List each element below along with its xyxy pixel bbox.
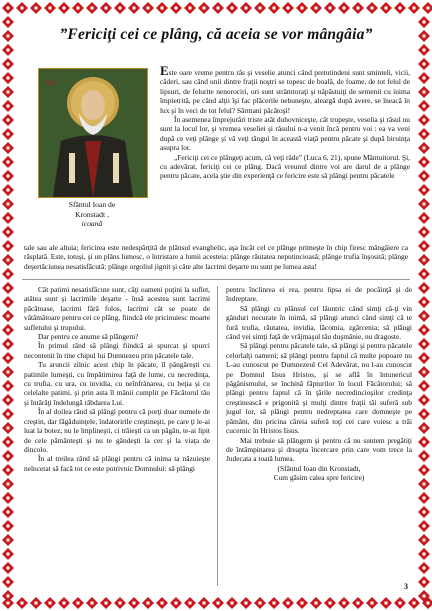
border-ornament bbox=[296, 2, 308, 14]
border-ornament bbox=[142, 597, 154, 609]
border-ornament bbox=[418, 240, 430, 252]
border-ornament bbox=[418, 366, 430, 378]
border-ornament bbox=[2, 380, 14, 392]
border-ornament bbox=[418, 394, 430, 406]
border-ornament bbox=[58, 2, 70, 14]
border-ornament bbox=[100, 2, 112, 14]
border-ornament bbox=[418, 44, 430, 56]
border-ornament bbox=[394, 597, 406, 609]
border-ornament bbox=[212, 597, 224, 609]
border-ornament bbox=[240, 2, 252, 14]
border-ornament bbox=[30, 597, 42, 609]
border-ornament bbox=[352, 2, 364, 14]
border-ornament bbox=[72, 2, 84, 14]
border-ornament bbox=[2, 184, 14, 196]
border-ornament bbox=[418, 310, 430, 322]
border-ornament bbox=[170, 2, 182, 14]
border-ornament bbox=[282, 597, 294, 609]
page-title: ”Fericiţi cei ce plâng, că aceia se vor mângâia” bbox=[59, 26, 373, 43]
border-ornament bbox=[418, 548, 430, 560]
border-ornament bbox=[2, 436, 14, 448]
border-ornament bbox=[418, 492, 430, 504]
border-ornament bbox=[254, 2, 266, 14]
intro-paragraph-2: În asemenea împrejurări triste atât duhovniceşte, cât trupeşte, veselia şi râsul nu sunt la locul lor, şi vremea veseliei şi râsului n-a venit încă pentru voi : ea va veni după ce veţi plânge şi vă veţi tângui în această viaţă pentru păcate şi după biruinţa asupra lor. bbox=[160, 115, 410, 153]
left-paragraph: În al doilea rând să plângi pentru că porţi doar numele de creştin, dar făgăduinţele, îndatoririle creştineşti, pe care ţi le-ai luat la botez, nu le împlineşti, ci trăieşti ca un păgân, te-ai lipit de cele pământeşti şi nu te gândeşti la cer şi la viaţa de dincolo. bbox=[24, 407, 210, 454]
border-ornament bbox=[2, 44, 14, 56]
right-paragraph: Mai trebuie să plângem şi pentru că nu suntem pregătiţi de întâmpinarea şi dreapta încercare prin care vom trece la Judecata a toată lumea. bbox=[226, 435, 412, 464]
drop-cap: E bbox=[160, 63, 169, 78]
border-ornament bbox=[2, 282, 14, 294]
left-paragraph: În al treilea rând să plângi pentru că inima ta năzuieşte neîncetat să facă tot ce este potrivnic Domnului: să plângi bbox=[24, 454, 210, 473]
border-ornament bbox=[198, 2, 210, 14]
border-ornament bbox=[2, 352, 14, 364]
border-ornament bbox=[2, 296, 14, 308]
border-ornament bbox=[198, 597, 210, 609]
border-ornament bbox=[2, 324, 14, 336]
left-paragraph: În primul rând să plângi fiindcă ai spurcat şi spurci necontenit în tine chipul lui Dumnezeu prin păcatele tale. bbox=[24, 341, 210, 360]
border-ornament bbox=[418, 198, 430, 210]
page-number: 3 bbox=[404, 582, 408, 591]
border-ornament bbox=[324, 597, 336, 609]
border-ornament bbox=[2, 506, 14, 518]
border-ornament bbox=[2, 72, 14, 84]
border-ornament bbox=[2, 198, 14, 210]
border-ornament bbox=[226, 2, 238, 14]
left-paragraph: Dar pentru ce anume să plângem? bbox=[38, 332, 139, 342]
border-ornament bbox=[296, 597, 308, 609]
border-ornament bbox=[418, 170, 430, 182]
right-paragraph: Să plângi pentru păcatele tale, să plângi şi pentru păcatele celorlalţi oameni; să plângi pentru faptul că multe popoare nu L-au cunoscut pe Dumnezeul Cel Adevărat, nu l-au cunoscut pe Domnul Iisus Hristos, şi se află în întunericul păgânismului, se închină făpturilor în locul Făcătorului; să plângi pentru faptul că în ţările necredincioşilor credinţa creştinească e prigonită şi mulţi dintre fraţii tăi suferă sub jugul lor, să plângi pentru nedreptatea care domneşte pe pământ, din pricina căreia suferă toţi cei care voiesc a trăi cucernic în Hristos Iisus. bbox=[226, 341, 412, 436]
left-column bbox=[24, 285, 210, 473]
right-paragraph: pentru înclinrea ei rea, pentru lipsa ei de pocăinţă şi de îndreptare. bbox=[226, 285, 412, 304]
border-ornament bbox=[418, 436, 430, 448]
border-ornament bbox=[418, 16, 430, 28]
signature-line: (Sfântul Ioan din Kronstadt, bbox=[277, 463, 361, 473]
border-ornament bbox=[2, 548, 14, 560]
border-ornament bbox=[2, 422, 14, 434]
border-ornament bbox=[2, 16, 14, 28]
border-ornament bbox=[2, 86, 14, 98]
border-ornament bbox=[418, 156, 430, 168]
page-content bbox=[20, 20, 412, 591]
border-ornament bbox=[418, 338, 430, 350]
intro-text bbox=[160, 63, 411, 181]
border-ornament bbox=[310, 2, 322, 14]
border-ornament bbox=[2, 520, 14, 532]
border-ornament bbox=[16, 597, 28, 609]
border-ornament bbox=[418, 268, 430, 280]
border-ornament bbox=[380, 2, 392, 14]
border-ornament bbox=[156, 597, 168, 609]
border-ornament bbox=[418, 478, 430, 490]
border-ornament bbox=[128, 597, 140, 609]
border-ornament bbox=[268, 2, 280, 14]
border-ornament bbox=[2, 128, 14, 140]
border-ornament bbox=[418, 100, 430, 112]
border-ornament bbox=[418, 30, 430, 42]
border-ornament bbox=[2, 58, 14, 70]
border-ornament bbox=[366, 2, 378, 14]
border-ornament bbox=[2, 576, 14, 588]
border-ornament bbox=[418, 534, 430, 546]
caption-italic: icoană bbox=[81, 219, 103, 229]
border-ornament bbox=[156, 2, 168, 14]
border-ornament bbox=[418, 296, 430, 308]
border-ornament bbox=[184, 2, 196, 14]
saint-icon-image bbox=[38, 68, 148, 198]
border-ornament bbox=[2, 30, 14, 42]
border-ornament bbox=[418, 352, 430, 364]
border-ornament bbox=[2, 464, 14, 476]
border-ornament bbox=[418, 464, 430, 476]
border-ornament bbox=[2, 114, 14, 126]
border-ornament bbox=[30, 2, 42, 14]
intro-paragraph-3: „Fericiţi cei ce plângeţi acum, că veţi râde” (Luca 6, 21), spune Mântuitorul. Şi, cu adevărat, fericiţi cei ce plâng. Dacă vreunul dintre voi are darul de a plânge pentru păcate, acela ştie din experienţă ce fericire este să plângi pentru păcatele bbox=[160, 152, 411, 181]
border-left bbox=[0, 0, 16, 611]
border-ornament bbox=[2, 562, 14, 574]
border-ornament bbox=[100, 597, 112, 609]
border-ornament bbox=[16, 2, 28, 14]
caption-line: Sfântul Ioan de bbox=[68, 200, 116, 209]
border-ornament bbox=[86, 597, 98, 609]
section-divider bbox=[22, 279, 410, 280]
border-ornament bbox=[240, 597, 252, 609]
border-ornament bbox=[418, 128, 430, 140]
border-ornament bbox=[418, 254, 430, 266]
border-ornament bbox=[72, 597, 84, 609]
border-right bbox=[416, 0, 432, 611]
border-ornament bbox=[2, 170, 14, 182]
border-ornament bbox=[184, 597, 196, 609]
border-ornament bbox=[170, 597, 182, 609]
intro-continuation bbox=[24, 243, 408, 271]
border-ornament bbox=[2, 492, 14, 504]
border-ornament bbox=[58, 597, 70, 609]
border-ornament bbox=[418, 114, 430, 126]
border-ornament bbox=[2, 366, 14, 378]
border-ornament bbox=[226, 597, 238, 609]
caption-line: Kronstadt , bbox=[75, 209, 109, 219]
border-ornament bbox=[2, 534, 14, 546]
intro-paragraph-1 bbox=[160, 63, 410, 115]
border-ornament bbox=[352, 597, 364, 609]
border-ornament bbox=[418, 562, 430, 574]
border-ornament bbox=[2, 142, 14, 154]
border-ornament bbox=[2, 240, 14, 252]
border-ornament bbox=[418, 324, 430, 336]
border-ornament bbox=[418, 212, 430, 224]
border-ornament bbox=[418, 520, 430, 532]
border-ornament bbox=[418, 226, 430, 238]
border-ornament bbox=[254, 597, 266, 609]
border-ornament bbox=[418, 58, 430, 70]
border-ornament bbox=[44, 597, 56, 609]
signature-line: Cum găsim calea spre fericire) bbox=[273, 473, 365, 483]
border-ornament bbox=[2, 450, 14, 462]
border-ornament bbox=[2, 212, 14, 224]
border-ornament bbox=[418, 142, 430, 154]
border-ornament bbox=[324, 2, 336, 14]
icon-caption bbox=[32, 200, 152, 229]
border-ornament bbox=[418, 282, 430, 294]
border-ornament bbox=[418, 86, 430, 98]
border-ornament bbox=[418, 590, 430, 602]
border-ornament bbox=[418, 72, 430, 84]
border-ornament bbox=[2, 310, 14, 322]
right-paragraph: Să plângi cu plânsul cel lăuntric când simţi că-ţi vin gânduri necurate în inimă, să plângi atunci când simţi că te fură trufia, răutatea, invidia, lăcomia, zgârcenia; să plângi când vei simţi faţă de vrăjmaşul tău duşmănie, nu dragoste. bbox=[226, 303, 412, 342]
column-divider bbox=[217, 286, 218, 586]
border-ornament bbox=[114, 2, 126, 14]
border-ornament bbox=[338, 597, 350, 609]
border-ornament bbox=[2, 590, 14, 602]
border-ornament bbox=[282, 2, 294, 14]
border-ornament bbox=[44, 2, 56, 14]
border-bottom bbox=[0, 595, 432, 611]
border-ornament bbox=[380, 597, 392, 609]
intro-paragraph-1-text: ste oare vreme pentru râs şi veselie atunci când pretutindeni sunt sminteli, vicii, căderi, sau când unii dintre fraţii noştri se topesc de boală, de foame, de tot felul de lipsuri, de felurite nenorociri, ori sunt strâmtoraţi şi năpăstuiţi de semenii cu inima împietrită, pe când alţii îşi fac plăcerile nebuneşte, aleargă după avere, se îneacă în lux şi în veci de tot felul? Sărmani păcătoşi! bbox=[160, 68, 410, 115]
border-ornament bbox=[212, 2, 224, 14]
border-ornament bbox=[2, 394, 14, 406]
border-ornament bbox=[394, 2, 406, 14]
intro-paragraph-3-cont: tale sau ale altuia; fericirea este nedespărţită de plânsul evanghelic, aşa încât cel ce plânge primeşte în chip firesc mângâiere ca răsplată. Este, totuşi, şi un plâns lumesc, o întristare a lumii acesteia: plânge răutatea neputincioasă; plânge trufia înşosită; plânge deşertăciunea nesatisfăcută; plânge orgoliul jignit şi câte alte lacrimi deşarte nu sunt pe lumea asta! bbox=[24, 243, 408, 271]
left-paragraph: Cât patimi nesatisfăcute sunt, câţi oameni puţini la suflet, atâtea sunt şi lacrimile deşarte - însă acestea sunt lacrimi păcătoase, lacrimi fără folos, lacrimi cât se poate de vătămătoare pentru cei ce plâng, fiindcă ele pricinuiesc moarte sufletului şi trupului. bbox=[24, 285, 210, 332]
border-ornament bbox=[338, 2, 350, 14]
border-ornament bbox=[2, 408, 14, 420]
border-top bbox=[0, 0, 432, 16]
border-ornament bbox=[418, 380, 430, 392]
saint-portrait-icon bbox=[39, 69, 147, 197]
border-ornament bbox=[2, 226, 14, 238]
border-ornament bbox=[2, 100, 14, 112]
border-ornament bbox=[142, 2, 154, 14]
border-ornament bbox=[2, 268, 14, 280]
caption-line bbox=[32, 219, 152, 229]
border-ornament bbox=[366, 597, 378, 609]
border-ornament bbox=[418, 184, 430, 196]
border-ornament bbox=[310, 597, 322, 609]
right-column bbox=[226, 285, 412, 483]
border-ornament bbox=[2, 338, 14, 350]
border-ornament bbox=[418, 506, 430, 518]
border-ornament bbox=[418, 408, 430, 420]
border-ornament bbox=[86, 2, 98, 14]
svg-text:ІѠ: ІѠ bbox=[45, 79, 56, 87]
border-ornament bbox=[114, 597, 126, 609]
border-ornament bbox=[418, 450, 430, 462]
border-ornament bbox=[2, 254, 14, 266]
border-ornament bbox=[2, 156, 14, 168]
border-ornament bbox=[418, 422, 430, 434]
border-ornament bbox=[268, 597, 280, 609]
border-ornament bbox=[128, 2, 140, 14]
border-ornament bbox=[418, 576, 430, 588]
border-ornament bbox=[2, 478, 14, 490]
left-paragraph: Tu aruncii zilnic acest chip în păcate, îl pângăreşti cu patimile lumeşti, cu împătimirea faţă de lume, cu necredinţa, cu trufia, cu ura, cu invidia, cu neînfrânarea, cu beţia şi cu celelalte patimi, şi prin asta îl mânii cumplit pe Făcătorul tău şi întărâţi îndelungă răbdarea Lui. bbox=[24, 360, 210, 407]
